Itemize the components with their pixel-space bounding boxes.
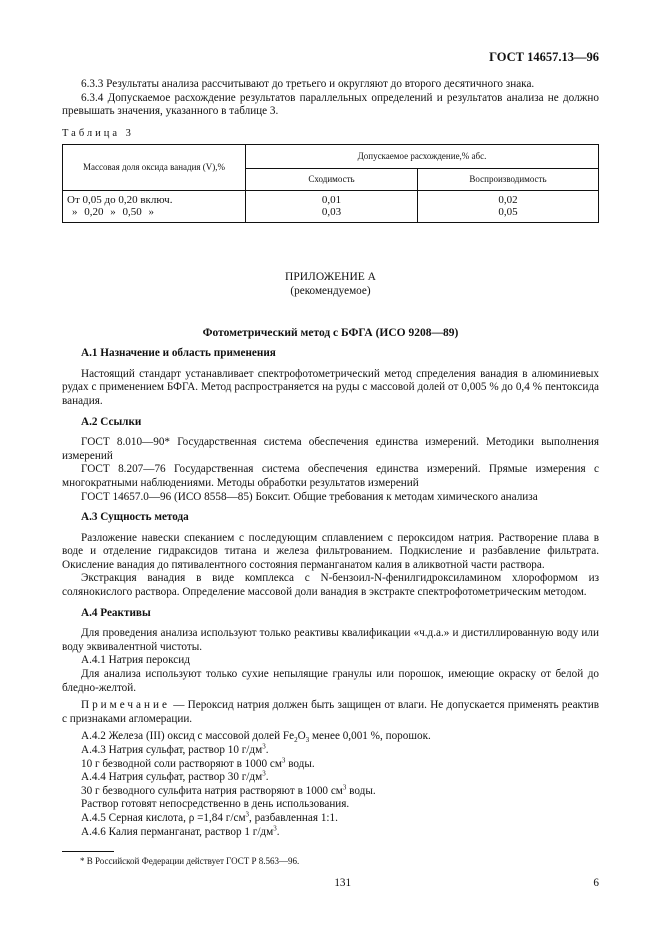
water-text: воды.	[346, 784, 376, 797]
a4-4-text: А.4.4 Натрия сульфат, раствор 30 г/дм	[81, 771, 263, 784]
reproducibility-cell	[418, 191, 599, 223]
tolerance-table	[62, 144, 599, 223]
reprod-0: 0,02	[498, 194, 518, 207]
a4-5	[62, 812, 599, 826]
superscript: 3	[281, 755, 286, 764]
appendix-subtitle: (рекомендуемое)	[290, 284, 371, 297]
a4-5-text: А.4.5 Серная кислота, ρ =1,84 г/см	[81, 811, 246, 824]
a3-paragraph-2: Экстракция ванадия в виде комплекса с N-бензоил-N-фенилгидроксиламином хлороформом из солянокислого раствора. Определение массовой доли ванадия в экстракте спектрофотометрическим методом.	[62, 572, 599, 599]
superscript: 3	[262, 742, 266, 751]
a4-4-detail-2: Раствор готовят непосредственно в день использования.	[81, 798, 350, 811]
reprod-1: 0,05	[498, 205, 518, 218]
superscript: 3	[262, 769, 266, 778]
superscript: 3	[273, 823, 277, 832]
method-title: Фотометрический метод с БФГА (ИСО 9208—89)	[202, 326, 459, 339]
a4-6	[62, 823, 599, 840]
a4-2-tail: менее 0,001 %, порошок.	[309, 730, 431, 743]
a4-2-text: А.4.2 Железа (III) оксид с массовой долей Fe	[81, 730, 295, 743]
table-caption: Таблица 3	[62, 127, 134, 139]
dot: .	[265, 744, 269, 756]
section-a3-text	[62, 532, 599, 600]
group-header-tolerance: Допускаемое расхождение,% абс.	[246, 145, 599, 169]
page-footer	[62, 877, 599, 891]
intro-paragraphs	[62, 78, 599, 119]
a4-1-text: Для анализа используют только сухие непылящие гранулы или порошок, имеющие окраску от белой до бледно-желтой.	[62, 668, 599, 694]
section-a1-text	[62, 368, 599, 409]
range-cell	[63, 191, 246, 223]
a4-4	[62, 771, 599, 785]
note	[62, 699, 599, 726]
appendix-title: ПРИЛОЖЕНИЕ А	[285, 271, 376, 284]
section-a2-heading: А.2 Ссылки	[81, 415, 142, 428]
water-text: воды.	[285, 757, 315, 770]
table-rows	[63, 191, 599, 223]
superscript: 3	[245, 810, 250, 819]
superscript: 3	[342, 783, 347, 792]
range-1: » 0,20 » 0,50 »	[72, 205, 154, 218]
col-header-reproducibility: Воспроизводимость	[418, 169, 599, 191]
footnote: * В Российской Федерации действует ГОСТ Р 8.563—96.	[80, 856, 300, 867]
subscript: 3	[305, 736, 310, 745]
section-a2-refs	[62, 436, 599, 504]
col-header-mass-fraction: Массовая доля оксида ванадия (V),%	[63, 145, 246, 191]
ref-gost-8-207: ГОСТ 8.207—76 Государственная система обеспечения единства измерений. Прямые измерения с многократными наблюдениями. Методы обработки результатов измерений	[62, 463, 599, 489]
page-number: 131	[334, 877, 352, 890]
sheet-number: 6	[593, 877, 599, 890]
a4-5-tail: , разбавленная 1:1.	[249, 811, 338, 824]
dot: .	[265, 771, 269, 784]
standard-header: ГОСТ 14657.13—96	[489, 50, 599, 64]
a4-4-detail	[62, 785, 599, 799]
subscript: 2	[294, 736, 298, 745]
a4-1-heading: А.4.1 Натрия пероксид	[81, 654, 190, 667]
section-a3-heading: А.3 Сущность метода	[81, 511, 189, 524]
dot: .	[276, 825, 280, 838]
paragraph-6-3-4: 6.3.4 Допускаемое расхождение результатов параллельных определений и результатов анализа не должно превышать значения, указанного в таблице 3.	[62, 91, 599, 118]
a4-3-detail	[62, 755, 599, 772]
note-label: Примечание	[81, 699, 170, 712]
repeat-0: 0,01	[321, 194, 342, 207]
a4-3-text: А.4.3 Натрия сульфат, раствор 10 г/дм	[81, 744, 263, 756]
a4-2	[62, 730, 599, 744]
paragraph-6-3-3: 6.3.3 Результаты анализа рассчитывают до третьего и округляют до второго десятичного знака.	[81, 78, 535, 90]
a1-paragraph: Настоящий стандарт устанавливает спектрофотометрический метод спределения ванадия в алюминиевых рудах с применением БФГА. Метод распространяется на руды с массовой долей от 0,005 % до 0,4 % пентоксида ванадия.	[62, 367, 599, 407]
a4-6-text: А.4.6 Калия перманганат, раствор 1 г/дм	[81, 825, 274, 838]
a4-4-detail-text: 30 г безводного сульфита натрия растворяют в 1000 см	[81, 784, 343, 797]
document-page	[62, 0, 599, 911]
col-header-repeatability: Сходимость	[246, 169, 418, 191]
section-a4-text	[62, 627, 599, 839]
note-text: — Пероксид натрия должен быть защищен от влаги. Не допускается применять реактив с признаками агломерации.	[62, 699, 600, 725]
a4-3	[62, 744, 599, 758]
a4-3-detail-text: 10 г безводной соли растворяют в 1000 см	[81, 757, 282, 770]
repeatability-cell	[246, 191, 418, 223]
a4-paragraph: Для проведения анализа используют только реактивы квалификации «ч.д.а.» и дистиллированную воду или воду эквивалентной чистоты.	[62, 627, 599, 653]
ref-gost-8-010: ГОСТ 8.010—90* Государственная система обеспечения единства измерений. Методики выполнения измерений	[62, 436, 599, 462]
a4-2-text-o: O	[297, 730, 306, 743]
range-0: От 0,05 до 0,20 включ.	[67, 194, 173, 207]
ref-gost-14657-0: ГОСТ 14657.0—96 (ИСО 8558—85) Боксит. Общие требования к методам химического анализа	[81, 490, 538, 503]
repeat-1: 0,03	[321, 205, 342, 218]
section-a1-heading: А.1 Назначение и область применения	[81, 347, 276, 360]
a3-paragraph-1: Разложение навески спеканием с последующим сплавлением с пероксидом натрия. Растворение плава в воде и отделение гидраксидов титана и железа фильтрованием. Подкисление и разбавление фильтрата. Окисление ванадия до пятивалентного состояния перманганатом калия в аликвотной части раствора.	[62, 531, 599, 571]
section-a4-heading: А.4 Реактивы	[81, 606, 151, 619]
footnote-divider	[62, 851, 114, 852]
